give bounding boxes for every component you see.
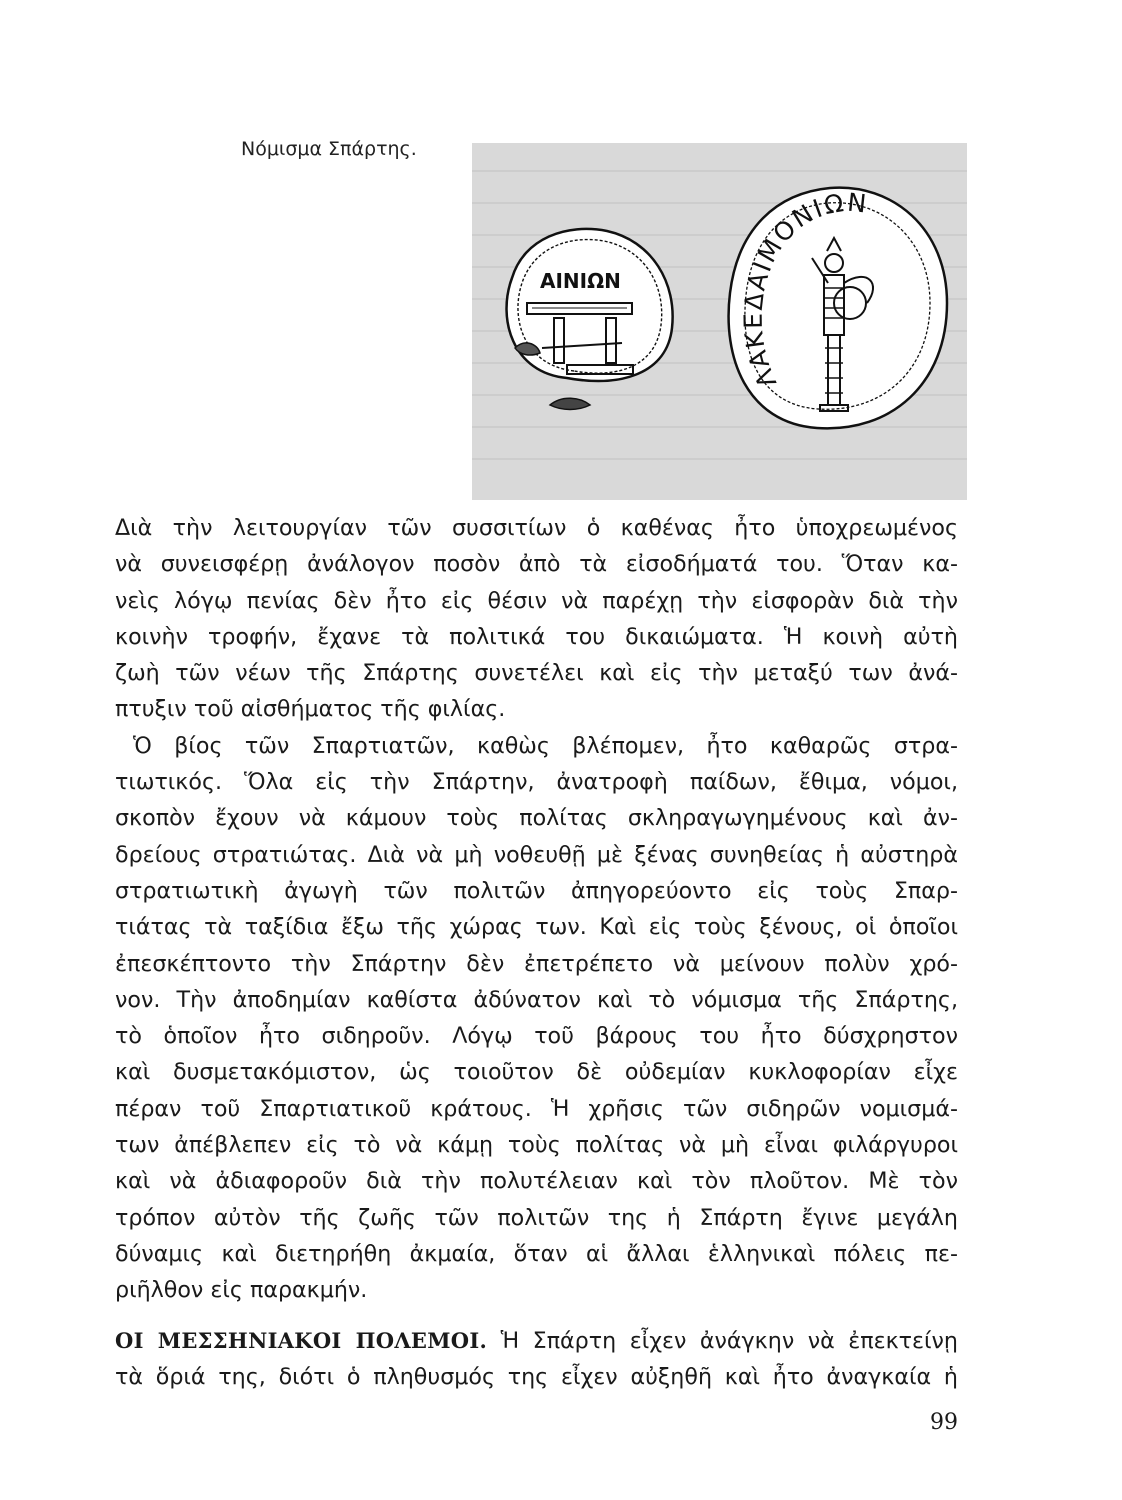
coin-left-legend: ΑΙΝΙΩΝ xyxy=(540,269,621,293)
section-text-1: Ἡ Σπάρτη εἶχεν ἀνάγκην νὰ ἐπεκτείνῃ xyxy=(500,1328,958,1354)
section-messenian-wars xyxy=(115,1323,958,1396)
body-line: νὰ συνεισφέρῃ ἀνάλογον ποσὸν ἀπὸ τὰ εἰσοδήματά του. Ὅταν κα- xyxy=(115,551,958,578)
body-line: Ὁ βίος τῶν Σπαρτιατῶν, καθὼς βλέπομεν, ἦτο καθαρῶς στρα- xyxy=(133,732,958,759)
figure-caption: Νόμισμα Σπάρτης. xyxy=(241,138,417,160)
body-line: σκοπὸν ἔχουν νὰ κάμουν τοὺς πολίτας σκληραγωγημένους καὶ ἀν- xyxy=(115,805,958,832)
coin-illustration xyxy=(472,143,967,500)
section-text-2: τὰ ὅριά της, διότι ὁ πληθυσμός της εἶχεν αὐξηθῆ καὶ ἦτο ἀναγκαία ἡ xyxy=(115,1364,958,1391)
section-heading: ΟΙ ΜΕΣΣΗΝΙΑΚΟΙ ΠΟΛΕΜΟΙ. xyxy=(115,1328,488,1353)
body-line: ζωὴ τῶν νέων τῆς Σπάρτης συνετέλει καὶ εἰς τὴν μεταξύ των ἀνά- xyxy=(115,660,958,687)
body-line: τρόπον αὐτὸν τῆς ζωῆς τῶν πολιτῶν της ἡ Σπάρτη ἔγινε μεγάλη xyxy=(115,1204,958,1231)
body-line: καὶ δυσμετακόμιστον, ὡς τοιοῦτον δὲ οὐδεμίαν κυκλοφορίαν εἶχε xyxy=(115,1059,958,1086)
body-line: ἐπεσκέπτοντο τὴν Σπάρτην δὲν ἐπετρέπετο νὰ μείνουν πολὺν χρό- xyxy=(115,950,958,977)
body-line: νεὶς λόγῳ πενίας δὲν ἦτο εἰς θέσιν νὰ παρέχῃ τὴν εἰσφορὰν διὰ τὴν xyxy=(115,587,958,614)
body-text xyxy=(115,510,958,1309)
body-line: δύναμις καὶ διετηρήθη ἀκμαία, ὅταν αἱ ἄλλαι ἑλληνικαὶ πόλεις πε- xyxy=(115,1240,958,1267)
coin-right xyxy=(729,188,947,429)
body-line: κοινὴν τροφήν, ἔχανε τὰ πολιτικά του δικαιώματα. Ἡ κοινὴ αὐτὴ xyxy=(115,623,958,650)
body-line: Διὰ τὴν λειτουργίαν τῶν συσσιτίων ὁ καθένας ἦτο ὑποχρεωμένος xyxy=(115,515,958,541)
body-line: νον. Τὴν ἀποδημίαν καθίστα ἀδύνατον καὶ τὸ νόμισμα τῆς Σπάρτης, xyxy=(115,986,958,1013)
body-line: των ἀπέβλεπεν εἰς τὸ νὰ κάμῃ τοὺς πολίτας νὰ μὴ εἶναι φιλάργυροι xyxy=(115,1132,958,1159)
section-line-1 xyxy=(115,1323,958,1359)
body-line: τιωτικός. Ὅλα εἰς τὴν Σπάρτην, ἀνατροφὴ παίδων, ἔθιμα, νόμοι, xyxy=(115,769,958,796)
body-line: στρατιωτικὴ ἀγωγὴ τῶν πολιτῶν ἀπηγορεύοντο εἰς τοὺς Σπαρ- xyxy=(115,877,958,904)
page-number: 99 xyxy=(930,1410,958,1435)
body-line: τιάτας τὰ ταξίδια ἔξω τῆς χώρας των. Καὶ εἰς τοὺς ξένους, οἱ ὁποῖοι xyxy=(115,914,958,941)
body-line: πτυξιν τοῦ αἰσθήματος τῆς φιλίας. xyxy=(115,696,506,723)
body-line: τὸ ὁποῖον ἦτο σιδηροῦν. Λόγῳ τοῦ βάρους του ἦτο δύσχρηστον xyxy=(115,1023,958,1050)
coin-right-legend: ΛΑΚΕΔΑΙΜΟΝΙΩΝ xyxy=(738,187,870,392)
body-line: δρείους στρατιώτας. Διὰ νὰ μὴ νοθευθῇ μὲ ξένας συνηθείας ἡ αὐστηρὰ xyxy=(115,841,958,868)
coin-left xyxy=(507,229,673,410)
body-line: καὶ νὰ ἀδιαφοροῦν διὰ τὴν πολυτέλειαν καὶ τὸν πλοῦτον. Μὲ τὸν xyxy=(115,1168,958,1195)
body-line: πέραν τοῦ Σπαρτιατικοῦ κράτους. Ἡ χρῆσις τῶν σιδηρῶν νομισμά- xyxy=(115,1095,958,1122)
body-line: ριῆλθον εἰς παρακμήν. xyxy=(115,1277,368,1304)
